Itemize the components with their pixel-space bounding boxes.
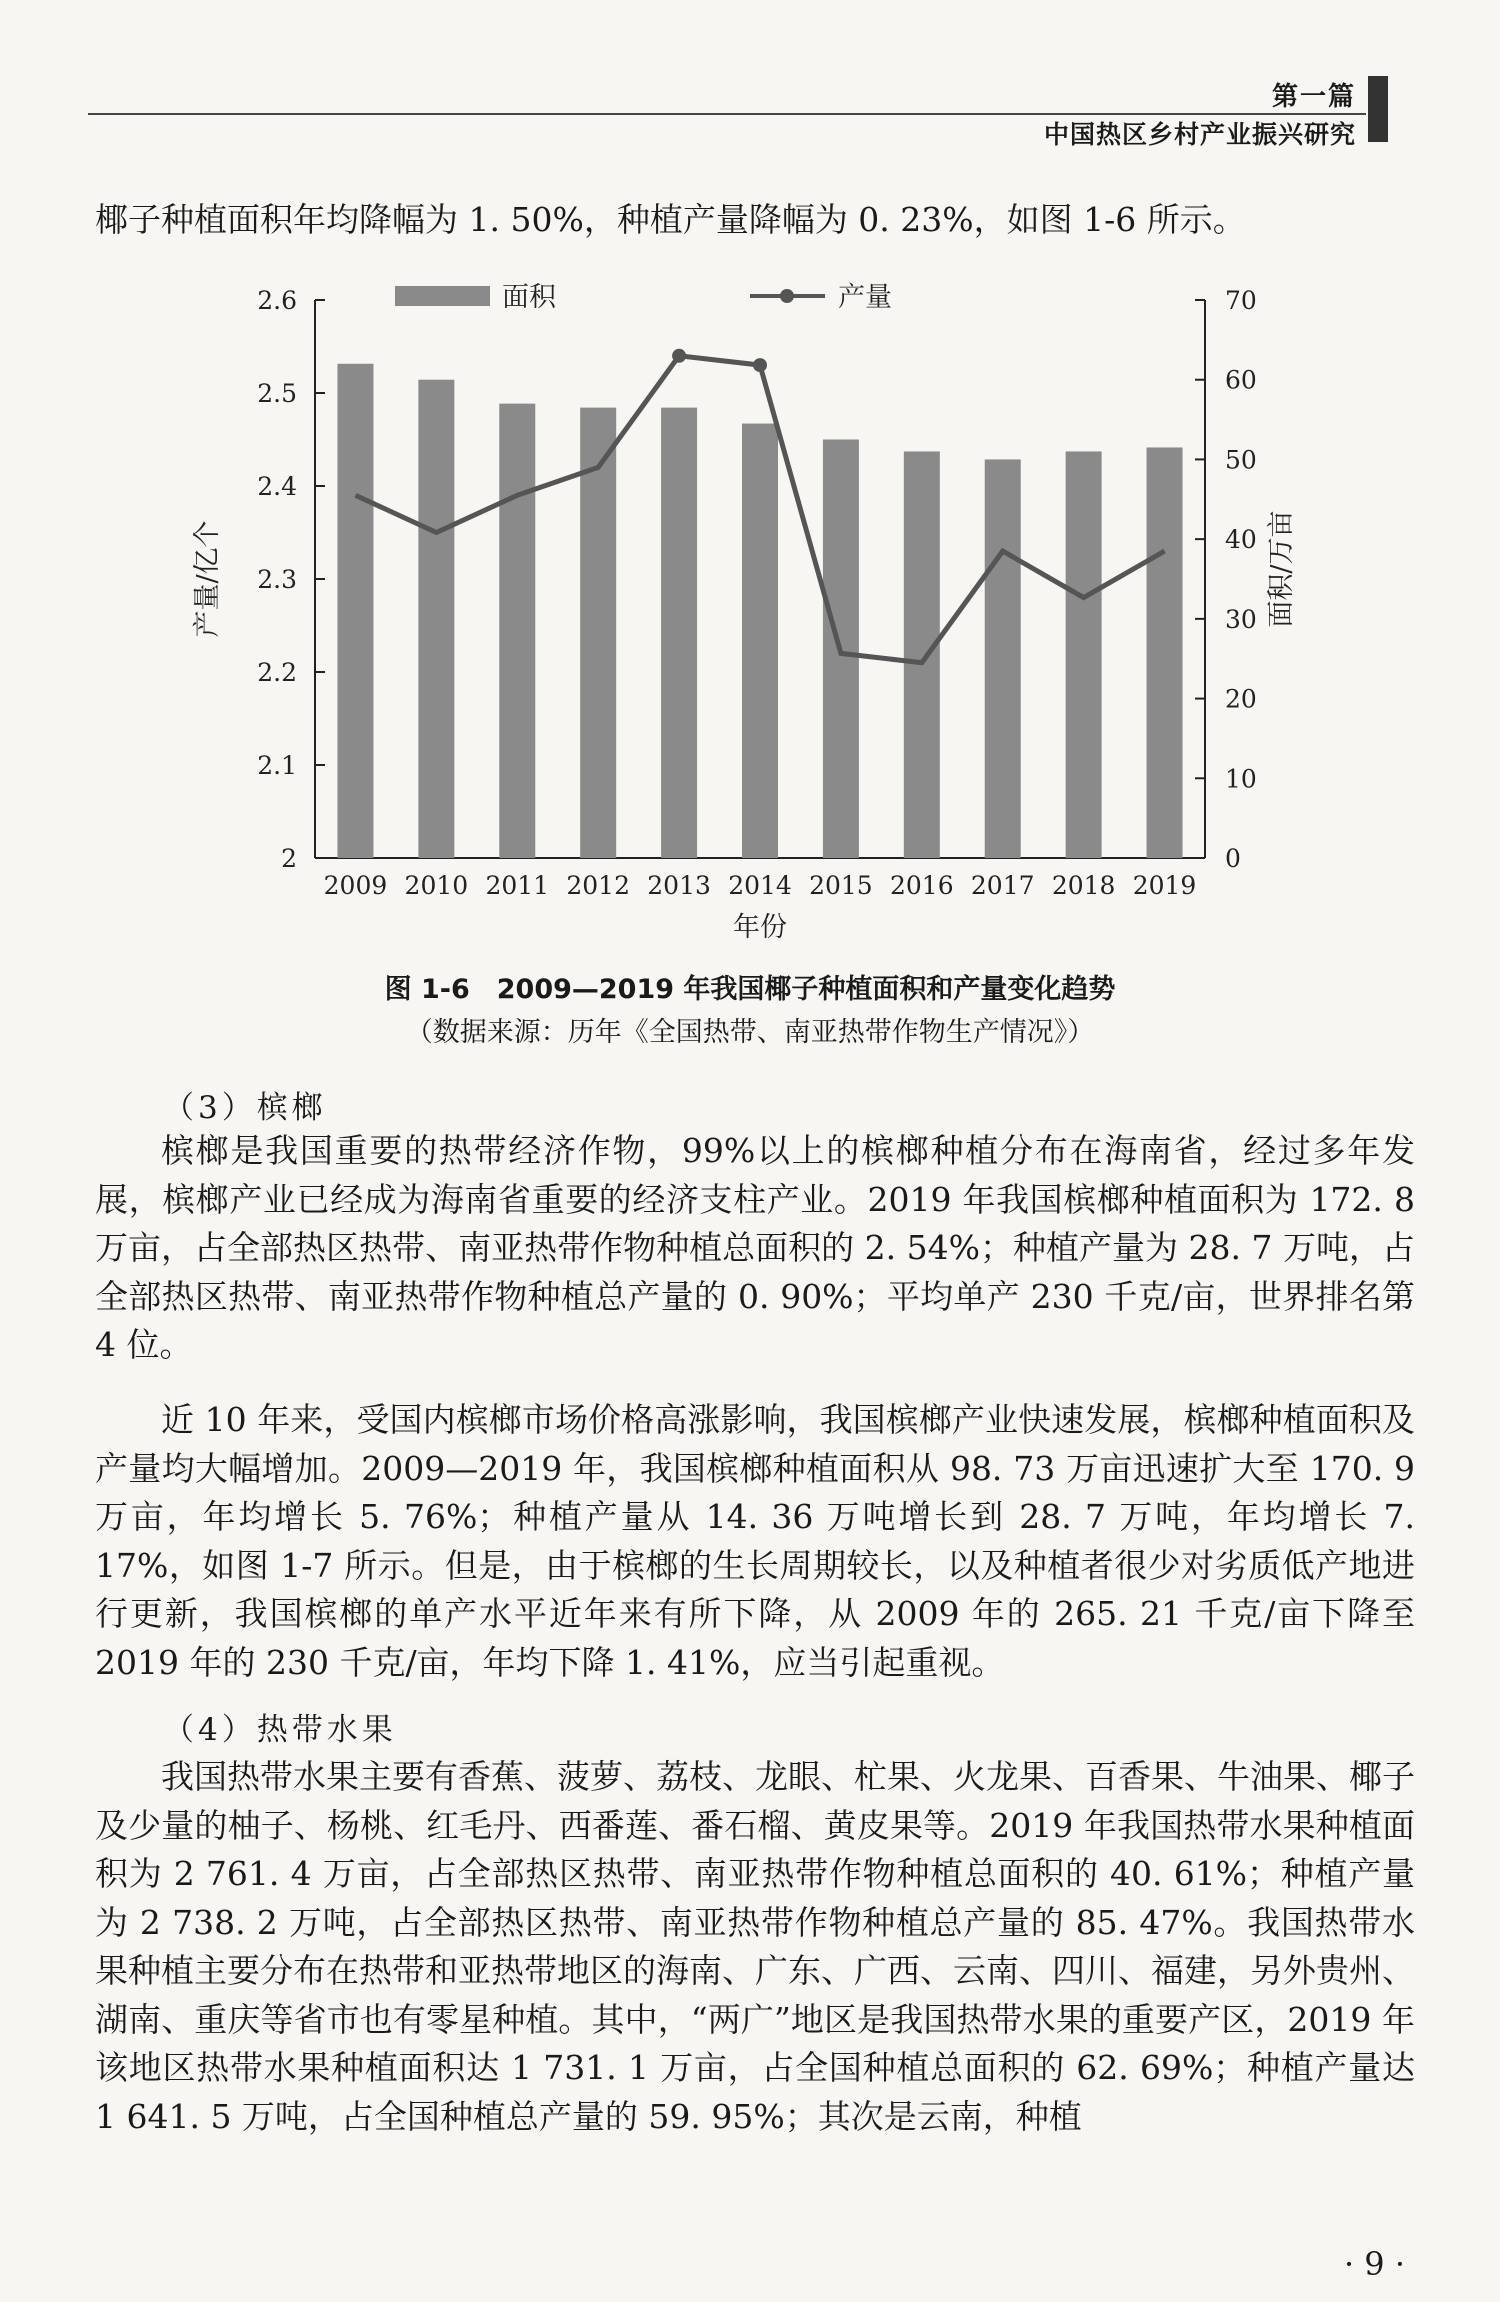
y-tick-label-left: 2: [281, 844, 297, 873]
section-heading-fruit: （4）热带水果: [163, 1712, 397, 1748]
paragraph-areca-1: 槟榔是我国重要的热带经济作物，99%以上的槟榔种植分布在海南省，经过多年发展，槟榔产业已经成为海南省重要的经济支柱产业。2019 年我国槟榔种植面积为 172. 8 万亩，占全部热区热带、南亚热带作物种植总面积的 2. 54%；种植产量为 28. 7 万吨，占全部热区热带、南亚热带作物种植总产量的 0. 90%；平均单产 230 千克/亩，世界排名第 4 位。: [95, 1131, 1415, 1364]
point-production-2014: [753, 358, 767, 372]
bar-area-2010: [418, 380, 454, 858]
x-tick-label: 2013: [647, 871, 711, 900]
y-tick-label-left: 2.4: [257, 472, 297, 501]
bar-area-2009: [337, 364, 373, 858]
x-tick-label: 2018: [1051, 871, 1116, 900]
y-axis-title-right: 面积/万亩: [1266, 510, 1297, 628]
y-tick-label-left: 2.3: [257, 565, 297, 594]
x-tick-label: 2017: [970, 871, 1035, 900]
x-axis-title: 年份: [733, 912, 787, 943]
y-tick-label-right: 50: [1225, 445, 1257, 475]
figure-caption: 图 1-6 2009—2019 年我国椰子种植面积和产量变化趋势: [384, 974, 1116, 1005]
bar-area-2014: [742, 424, 778, 858]
y-axis-title-left: 产量/亿个: [192, 520, 223, 638]
x-tick-label: 2009: [323, 871, 388, 900]
bar-area-2016: [904, 451, 940, 858]
page-number: · 9 ·: [1343, 2245, 1405, 2283]
x-tick-label: 2016: [890, 871, 954, 900]
y-tick-label-right: 70: [1225, 286, 1257, 315]
legend-marker-production: [780, 289, 794, 303]
chart-coconut: [170, 270, 1330, 960]
part-label: 第一篇: [1271, 82, 1356, 112]
chart-svg: [170, 270, 1330, 960]
y-tick-label-right: 60: [1225, 365, 1257, 395]
book-title: 中国热区乡村产业振兴研究: [1043, 120, 1356, 149]
point-production-2013: [672, 349, 686, 363]
bar-area-2019: [1147, 447, 1183, 858]
bar-area-2012: [580, 408, 616, 858]
x-tick-label: 2012: [566, 871, 630, 900]
y-tick-label-left: 2.5: [257, 379, 297, 408]
legend-label-area: 面积: [502, 282, 556, 313]
y-tick-label-right: 30: [1225, 604, 1257, 634]
y-tick-label-right: 20: [1225, 684, 1257, 714]
figure-source: （数据来源：历年《全国热带、南亚热带作物生产情况》）: [405, 1017, 1095, 1048]
header-block: [1368, 76, 1388, 142]
y-tick-label-right: 40: [1225, 525, 1257, 555]
paragraph-fruit: 我国热带水果主要有香蕉、菠萝、荔枝、龙眼、杧果、火龙果、百香果、牛油果、椰子及少量的柚子、杨桃、红毛丹、西番莲、番石榴、黄皮果等。2019 年我国热带水果种植面积为 2 761. 4 万亩，占全部热区热带、南亚热带作物种植总面积的 40. 61%；种植产量为 2 738. 2 万吨，占全部热区热带、南亚热带作物种植总产量的 85. 47%。我国热带水果种植主要分布在热带和亚热带地区的海南、广东、广西、云南、四川、福建，另外贵州、湖南、重庆等省市也有零星种植。其中，“两广”地区是我国热带水果的重要产区，2019 年该地区热带水果种植面积达 1 731. 1 万亩，占全国种植总面积的 62. 69%；种植产量达 1 641. 5 万吨，占全国种植总产量的 59. 95%；其次是云南，种植: [95, 1757, 1415, 2136]
running-header: [88, 70, 1388, 149]
legend-swatch-area: [395, 286, 490, 306]
x-tick-label: 2011: [485, 871, 550, 900]
paragraph-areca-2: 近 10 年来，受国内槟榔市场价格高涨影响，我国槟榔产业快速发展，槟榔种植面积及产量均大幅增加。2009—2019 年，我国槟榔种植面积从 98. 73 万亩迅速扩大至 170. 9 万亩，年均增长 5. 76%；种植产量从 14. 36 万吨增长到 28. 7 万吨，年均增长 7. 17%，如图 1-7 所示。但是，由于槟榔的生长周期较长，以及种植者很少对劣质低产地进行更新，我国槟榔的单产水平近年来有所下降，从 2009 年的 265. 21 千克/亩下降至 2019 年的 230 千克/亩，年均下降 1. 41%，应当引起重视。: [95, 1400, 1415, 1682]
x-tick-label: 2015: [809, 871, 873, 900]
x-tick-label: 2010: [404, 871, 469, 900]
x-tick-label: 2019: [1132, 871, 1197, 900]
paragraph-intro: 椰子种植面积年均降幅为 1. 50%，种植产量降幅为 0. 23%，如图 1-6 所示。: [95, 200, 1246, 239]
bar-area-2013: [661, 408, 697, 858]
bar-area-2011: [499, 404, 535, 858]
legend-label-production: 产量: [838, 282, 892, 313]
y-tick-label-left: 2.1: [257, 751, 297, 780]
bar-area-2017: [985, 459, 1021, 858]
y-tick-label-right: 10: [1225, 764, 1257, 794]
bar-area-2018: [1066, 451, 1102, 858]
section-heading-areca: （3）槟榔: [163, 1090, 327, 1126]
y-tick-label-left: 2.6: [257, 286, 297, 315]
y-tick-label-right: 0: [1225, 844, 1241, 873]
x-tick-label: 2014: [728, 871, 792, 900]
y-tick-label-left: 2.2: [257, 658, 297, 687]
